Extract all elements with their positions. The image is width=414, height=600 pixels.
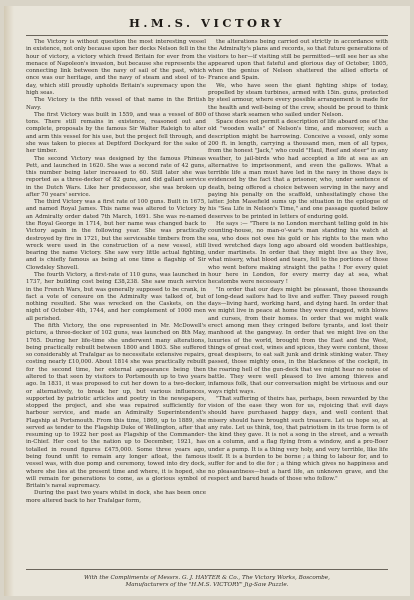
paragraph: The first Victory was built in 1559, and was a vessel of 800 tons. There still remains in existence, reasoned out and complete, proposals by the famous Sir Walter Raleigh to alter and arm this vessel for his use, but the project fell through, and she was taken to pieces at Deptford Dockyard for the sake of her timber. <box>26 111 206 155</box>
paragraph: The second Victory was designed by the famous Phineas Pett, and launched in 1620. She was a second rate of 42 guns, this number being later increased to 60. Still later she was reported as a three-decker of 82 guns, and did gallant service in the Dutch Wars. Like her predecessor, she was broken up after 70 years' service. <box>26 155 206 198</box>
paragraph: He says :— "There is no London merchant telling gold in his counting-house, no man-o'-war's man standing his watch at sea, who does not owe his gold or his rights to the men who lived wretched days long ago aboard old wooden battleships, under martinets. In order that they might live as they live, what misery, what blood and tears, fell to the portions of those who went before making straight the paths ! For every quiet hour here in London, for every merry day at sea, what hecatombs were necessary ! <box>208 221 388 286</box>
paragraph: "In order that our days might be pleasant, those thousands of long-dead sailors had to live and suffer. They passed rough days—living hard, working hard, and dying hard. In order that we might live in peace at home they were dragged, with blows and curses, from their homes. In order that we might walk erect among men they cringed before tyrants, and lost their manhood at the gangway. In order that we might live on the luxuries of the world, brought from the East and the West, things of great cost, wines and spices, they were content, those great despisers, to eat salt junk and drink stinking water. They passed, those mighty ones, in the blackness of the cockpit, in the roaring hell of the gun-deck that we might hear no noise of battle. They were well pleased to live among thieves and infamous folk, that our conversation might be virtuous and our ways right ways. <box>208 286 388 395</box>
paragraph: The Victory is without question the most interesting vessel in existence, not only because upon her decks Nelson fell in the hour of victory, a victory which freed Britain for ever from the menace of Napoleon's invasion, but because she represents the connecting link between the navy of sail of the past, which once was our heritage, and the navy of steam and steel of to-day, which still proudly upholds Britain's supremacy upon the high seas. <box>26 39 206 96</box>
paragraph: The fourth Victory, a first-rate of 110 guns, was launched in 1737, her building cost being £38,238. She saw much service in the French Wars, but was generally supposed to be crank, in fact a vote of censure on the Admiralty was talked of, but nothing resulted. She was wrecked on the Caskets, on the night of October 4th, 1744, and her complement of 1000 men all perished. <box>26 272 206 322</box>
footer-line-1: With the Compliments of Messrs. G. J. HAYTER & Co., The Victory Works, Boscombe, <box>84 575 330 581</box>
paragraph: The fifth Victory, the one represented in Mr. McDowell's picture, a three-decker of 102 guns, was launched on 8th May, 1765. During her life-time she underwent many alterations, being practically rebuilt between 1800 and 1803. She suffered so considerably at Trafalgar as to necessitate extensive repairs, costing nearly £10,000. About 1814 she was practically rebuilt for the second time, her external appearance being then altered to that seen by visitors to Portsmouth up to two years ago. In 1831, it was proposed to cut her down to a two-decker, or alternatively, to break her up, but various influences, supported by patriotic articles and poetry in the newspapers, stopped the project, and she was repaired sufficiently for harbour service, and made an Admiralty Superintendent's Flagship at Portsmouth. From this time, 1869, up to 1889, she served as tender to the Flagship Duke of Wellington, after that resuming up to 1922 her post as Flagship of the Commander-in-Chief. Her cost to the nation up to December, 1921, has totalled in round figures £475,000. Some three years ago, being found unfit to remain any longer afloat, the famous vessel was, with due pomp and ceremony, towed into dry dock, where she lies at the present time and where, it is hoped, she will remain for generations to come, as a glorious symbol of Britain's naval supremacy. <box>26 322 206 490</box>
footer-line-2: Manufacturers of the "H.M.S. VICTORY" Jig-Saw Puzzle. <box>125 582 289 589</box>
right-column <box>208 39 388 567</box>
paragraph: We, who have seen the giant fighting ships of today, propelled by steam turbines, armed with 15in. guns, protected by steel armour, where every possible arrangement is made for the health and well-being of the crew, should be proud to think of those stark seamen who sailed under Nelson. <box>208 82 388 118</box>
paragraph: During the past two years whilst in dock, she has been once more altered back to her Trafalgar form, <box>26 490 206 504</box>
paragraph: The Victory is the fifth vessel of that name in the British Navy. <box>26 97 206 111</box>
paragraph: Space does not permit a description of life aboard one of the old "wooden walls" of Nelson's time, and moreover, such a description might be harrowing. Conceive a vessel, only some 200 ft. in length, carrying a thousand men, men of all types, from the honest "Jack," who could "Haul, Reef and steer" in any weather, to jail-birds who had accepted a life at sea as an alternative to imprisonment, and even the gallows. What a terrible life a man must have led in the navy in those days is evidenced by the fact that a prisoner, who, under sentence of death, being offered a choice between serving in the navy and paying his penalty on the scaffold, unhesitatingly chose the latter. John Masefield sums up the situation in the epilogue of his "Sea Life in Nelson's Time," and one passage quoted below deserves to be printed in letters of enduring gold. <box>208 119 388 220</box>
page-sheet <box>4 6 410 596</box>
footer <box>4 575 410 590</box>
page-title: H.M.S. VICTORY <box>129 16 285 30</box>
paper-stain <box>4 6 14 596</box>
paragraph: "That suffering of theirs has, perhaps, been rewarded by the vision of the ease they won for us, rejoicing that evil days should have purchased happy days, and well content that misery should have brought such treasure. Let us hope so, at any rate. Let us think, too, that patriotism in its true form is of the kind they gave. It is not a song in the street, and a wreath on a column, and a flag flying from a window, and a pro-Boer under a pump. It is a thing very holy, and very terrible, like life itself. It is a burden to be borne ; a thing to labour for, and to suffer for and to die for ; a thing which gives no happiness and no pleasantness—but a hard life, an unknown grave, and the respect and bared heads of those who follow." <box>208 395 388 482</box>
paragraph: The third Victory was a first rate of 100 guns. Built in 1675, and named Royal James. This name was altered to Victory by an Admiralty order dated 7th March, 1691. She was re-named the Royal George in 1714, but her name was changed back to Victory again in the following year. She was practically destroyed by fire in 1721, but the serviceable timbers from the wreck were used in the construction of a new vessel, still bearing the name Victory. She saw very little actual fighting, and is chiefly famous as being at one time a flagship of Sir Clowdsley Shovell. <box>26 199 206 271</box>
paragraph: the alterations being carried out strictly in accordance with the Admiralty's plans and records, so that future generations of visitors to her—if visiting still be permitted—will see her as she appeared upon that fateful and glorious day of October, 1805, when the genius of Nelson shattered the allied efforts of France and Spain. <box>208 39 388 82</box>
footer-rule <box>26 569 388 570</box>
header-rule <box>26 35 388 36</box>
left-column <box>26 39 206 567</box>
